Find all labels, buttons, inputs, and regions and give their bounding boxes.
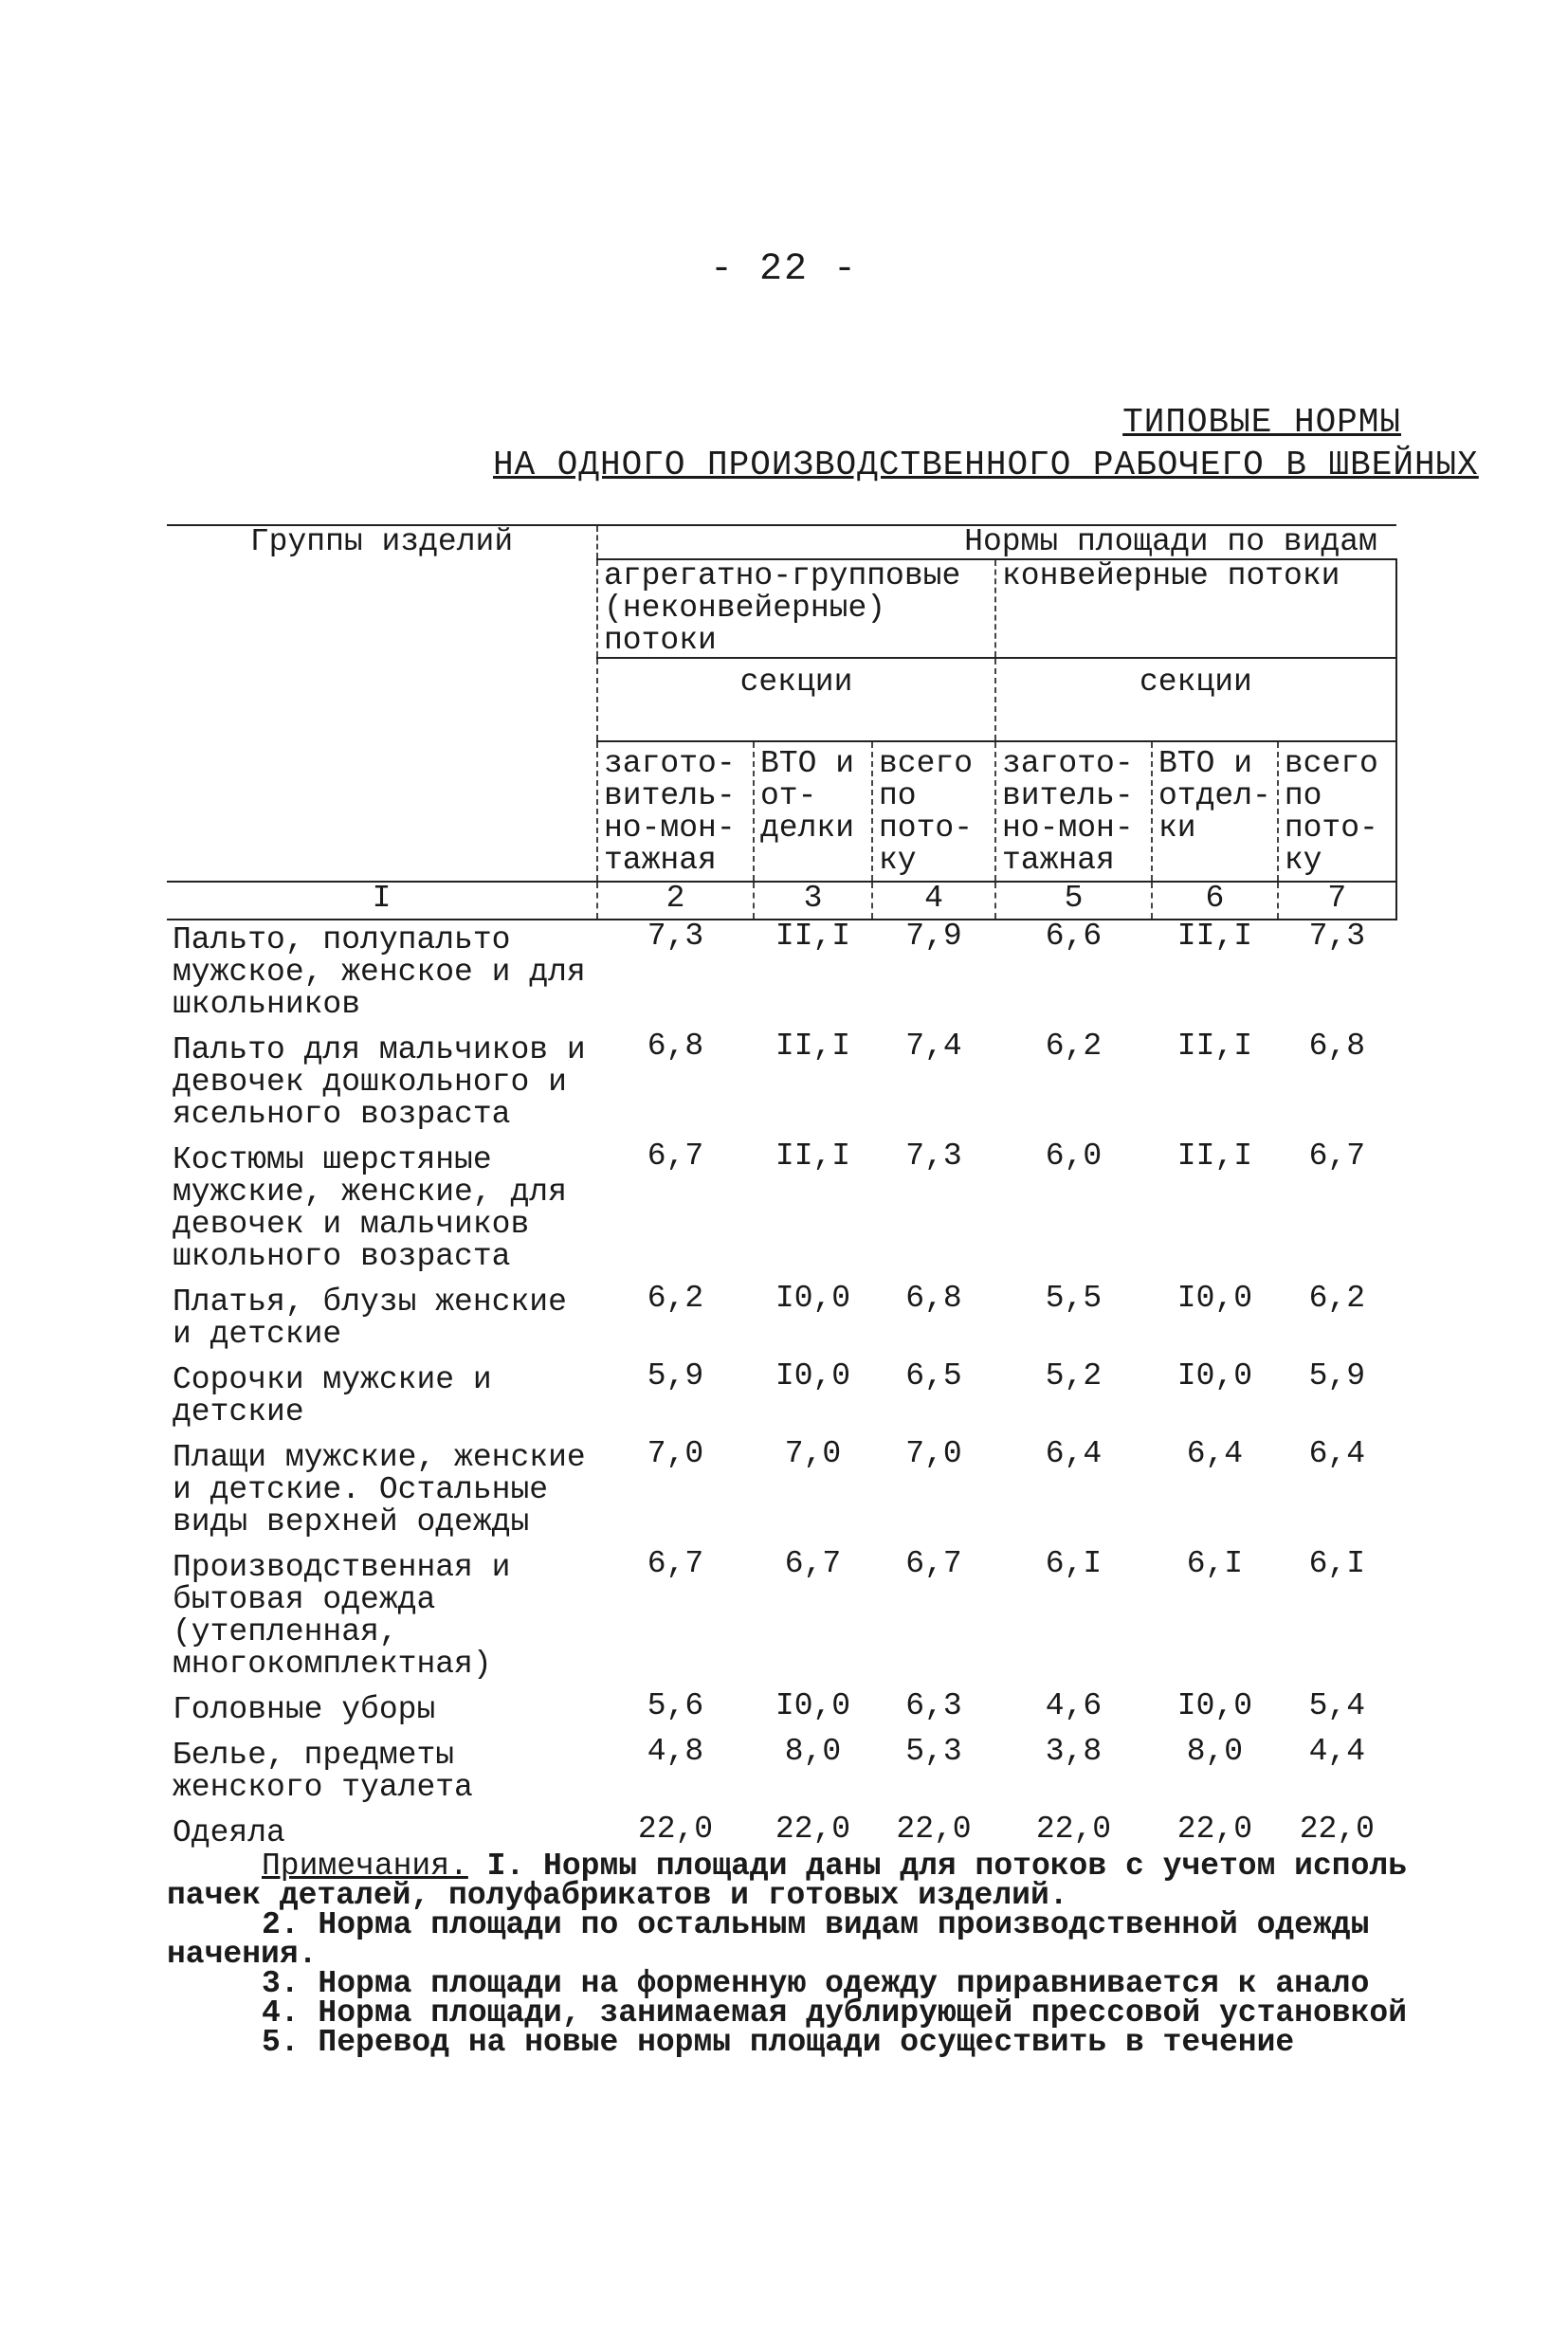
notes-section bbox=[167, 1849, 1418, 2060]
cell-value: 6,7 bbox=[905, 1546, 962, 1581]
cell-value: 6,8 bbox=[1308, 1029, 1366, 1064]
col-number: 4 bbox=[872, 882, 995, 920]
table-row bbox=[167, 1030, 1396, 1140]
document-title-line-2: НА ОДНОГО ПРОИЗВОДСТВЕННОГО РАБОЧЕГО В ШВЕЙНЫХ bbox=[493, 446, 1479, 484]
cell-value: 4,4 bbox=[1308, 1734, 1366, 1769]
note-text: I. Нормы площади даны для потоков с учетом исполь bbox=[467, 1849, 1408, 1884]
cell-value: 7,4 bbox=[905, 1029, 962, 1064]
table-row bbox=[167, 1283, 1396, 1360]
col-number: 7 bbox=[1278, 882, 1396, 920]
cell-value: II,I bbox=[1176, 1139, 1253, 1174]
cell-value: 5,5 bbox=[1045, 1281, 1103, 1316]
cell-value: 8,0 bbox=[1186, 1734, 1244, 1769]
cell-value: 5,2 bbox=[1045, 1358, 1103, 1394]
header-prep-right: загото-витель-но-мон-тажная bbox=[995, 741, 1152, 882]
cell-value: II,I bbox=[1176, 1029, 1253, 1064]
table-row bbox=[167, 920, 1396, 1030]
norms-table bbox=[167, 524, 1397, 1859]
header-total-right: всего по пото-ку bbox=[1278, 741, 1396, 882]
header-vto-left: ВТО и от-делки bbox=[754, 741, 872, 882]
header-prep-left: загото-витель-но-мон-тажная bbox=[597, 741, 754, 882]
cell-value: 7,3 bbox=[1308, 919, 1366, 954]
col-number: 6 bbox=[1152, 882, 1278, 920]
cell-value: 4,8 bbox=[647, 1734, 704, 1769]
cell-value: 6,2 bbox=[647, 1281, 704, 1316]
cell-value: 22,0 bbox=[896, 1812, 972, 1847]
cell-value: I0,0 bbox=[775, 1688, 851, 1723]
table-row bbox=[167, 1548, 1396, 1690]
cell-value: 3,8 bbox=[1045, 1734, 1103, 1769]
col-number: I bbox=[167, 882, 597, 920]
note-line: пачек деталей, полуфабрикатов и готовых изделий. bbox=[167, 1878, 1068, 1913]
cell-value: 6,7 bbox=[647, 1139, 704, 1174]
column-number-row bbox=[167, 882, 1396, 920]
cell-value: 7,3 bbox=[905, 1139, 962, 1174]
cell-value: 5,6 bbox=[647, 1688, 704, 1723]
cell-value: 22,0 bbox=[1176, 1812, 1253, 1847]
header-vto-right: ВТО и отдел-ки bbox=[1152, 741, 1278, 882]
row-group-name: Костюмы шерстяные мужские, женские, для девочек и мальчиков школьного возраста bbox=[173, 1142, 567, 1274]
cell-value: 6,I bbox=[1308, 1546, 1366, 1581]
cell-value: II,I bbox=[775, 919, 851, 954]
note-line: 2. Норма площади по остальным видам производственной одежды bbox=[262, 1907, 1370, 1942]
row-group-name: Плащи мужские, женские и детские. Остальные виды верхней одежды bbox=[173, 1440, 586, 1539]
cell-value: 4,6 bbox=[1045, 1688, 1103, 1723]
note-line: 4. Норма площади, занимаемая дублирующей прессовой установкой bbox=[262, 1995, 1407, 2031]
cell-value: 22,0 bbox=[637, 1812, 714, 1847]
header-group-label: Группы изделий bbox=[249, 524, 514, 559]
cell-value: 6,7 bbox=[647, 1546, 704, 1581]
row-group-name: Пальто, полупальто мужское, женское и для школьников bbox=[173, 922, 586, 1022]
notes-label: Примечания. bbox=[262, 1849, 468, 1884]
row-group-name: Головные уборы bbox=[173, 1692, 436, 1727]
header-norms: Нормы площади по видам bbox=[597, 525, 1396, 559]
cell-value: 5,3 bbox=[905, 1734, 962, 1769]
cell-value: 6,7 bbox=[784, 1546, 842, 1581]
row-group-name: Сорочки мужские и детские bbox=[173, 1362, 492, 1430]
note-line: 3. Норма площади на форменную одежду приравнивается к анало bbox=[262, 1966, 1370, 2001]
cell-value: II,I bbox=[1176, 919, 1253, 954]
row-group-name: Одеяла bbox=[173, 1815, 285, 1850]
cell-value: 6,0 bbox=[1045, 1139, 1103, 1174]
header-total-left: всего по пото-ку bbox=[872, 741, 995, 882]
cell-value: II,I bbox=[775, 1139, 851, 1174]
page-number: - 22 - bbox=[709, 248, 859, 291]
header-aggregate: агрегатно-групповые (неконвейерные) потоки bbox=[597, 559, 995, 658]
cell-value: 6,I bbox=[1186, 1546, 1244, 1581]
table-row bbox=[167, 1360, 1396, 1438]
header-group bbox=[167, 525, 597, 882]
table-row bbox=[167, 1438, 1396, 1548]
table-row bbox=[167, 1736, 1396, 1813]
header-sections-left: секции bbox=[597, 658, 995, 741]
cell-value: 22,0 bbox=[1035, 1812, 1112, 1847]
row-group-name: Белье, предметы женского туалета bbox=[173, 1738, 473, 1805]
cell-value: 6,3 bbox=[905, 1688, 962, 1723]
cell-value: I0,0 bbox=[775, 1358, 851, 1394]
col-number: 5 bbox=[995, 882, 1152, 920]
header-conveyor: конвейерные потоки bbox=[995, 559, 1396, 658]
note-line bbox=[167, 1849, 1418, 1884]
row-group-name: Производственная и бытовая одежда (утепленная, многокомплектная) bbox=[173, 1550, 511, 1682]
note-line: начения. bbox=[167, 1937, 318, 1972]
cell-value: 7,3 bbox=[647, 919, 704, 954]
cell-value: 7,0 bbox=[647, 1436, 704, 1471]
cell-value: II,I bbox=[775, 1029, 851, 1064]
cell-value: 6,I bbox=[1045, 1546, 1103, 1581]
cell-value: 7,9 bbox=[905, 919, 962, 954]
cell-value: I0,0 bbox=[775, 1281, 851, 1316]
cell-value: 6,8 bbox=[647, 1029, 704, 1064]
cell-value: I0,0 bbox=[1176, 1688, 1253, 1723]
row-group-name: Платья, блузы женские и детские bbox=[173, 1284, 567, 1352]
cell-value: 7,0 bbox=[905, 1436, 962, 1471]
cell-value: 6,8 bbox=[905, 1281, 962, 1316]
cell-value: 6,2 bbox=[1308, 1281, 1366, 1316]
col-number: 2 bbox=[597, 882, 754, 920]
row-group-name: Пальто для мальчиков и девочек дошкольного и ясельного возраста bbox=[173, 1032, 586, 1132]
table-row bbox=[167, 1690, 1396, 1736]
document-title-line-1: ТИПОВЫЕ НОРМЫ bbox=[1122, 403, 1401, 442]
table-row bbox=[167, 1140, 1396, 1283]
cell-value: 6,7 bbox=[1308, 1139, 1366, 1174]
cell-value: 22,0 bbox=[1299, 1812, 1375, 1847]
cell-value: 6,4 bbox=[1045, 1436, 1103, 1471]
cell-value: 22,0 bbox=[775, 1812, 851, 1847]
col-number: 3 bbox=[754, 882, 872, 920]
cell-value: 5,9 bbox=[1308, 1358, 1366, 1394]
cell-value: 6,6 bbox=[1045, 919, 1103, 954]
cell-value: I0,0 bbox=[1176, 1358, 1253, 1394]
cell-value: 5,4 bbox=[1308, 1688, 1366, 1723]
cell-value: 6,2 bbox=[1045, 1029, 1103, 1064]
cell-value: 7,0 bbox=[784, 1436, 842, 1471]
cell-value: 6,4 bbox=[1308, 1436, 1366, 1471]
cell-value: 6,4 bbox=[1186, 1436, 1244, 1471]
cell-value: 5,9 bbox=[647, 1358, 704, 1394]
cell-value: 8,0 bbox=[784, 1734, 842, 1769]
note-line: 5. Перевод на новые нормы площади осуществить в течение bbox=[262, 2025, 1295, 2060]
cell-value: I0,0 bbox=[1176, 1281, 1253, 1316]
header-sections-right: секции bbox=[995, 658, 1396, 741]
cell-value: 6,5 bbox=[905, 1358, 962, 1394]
